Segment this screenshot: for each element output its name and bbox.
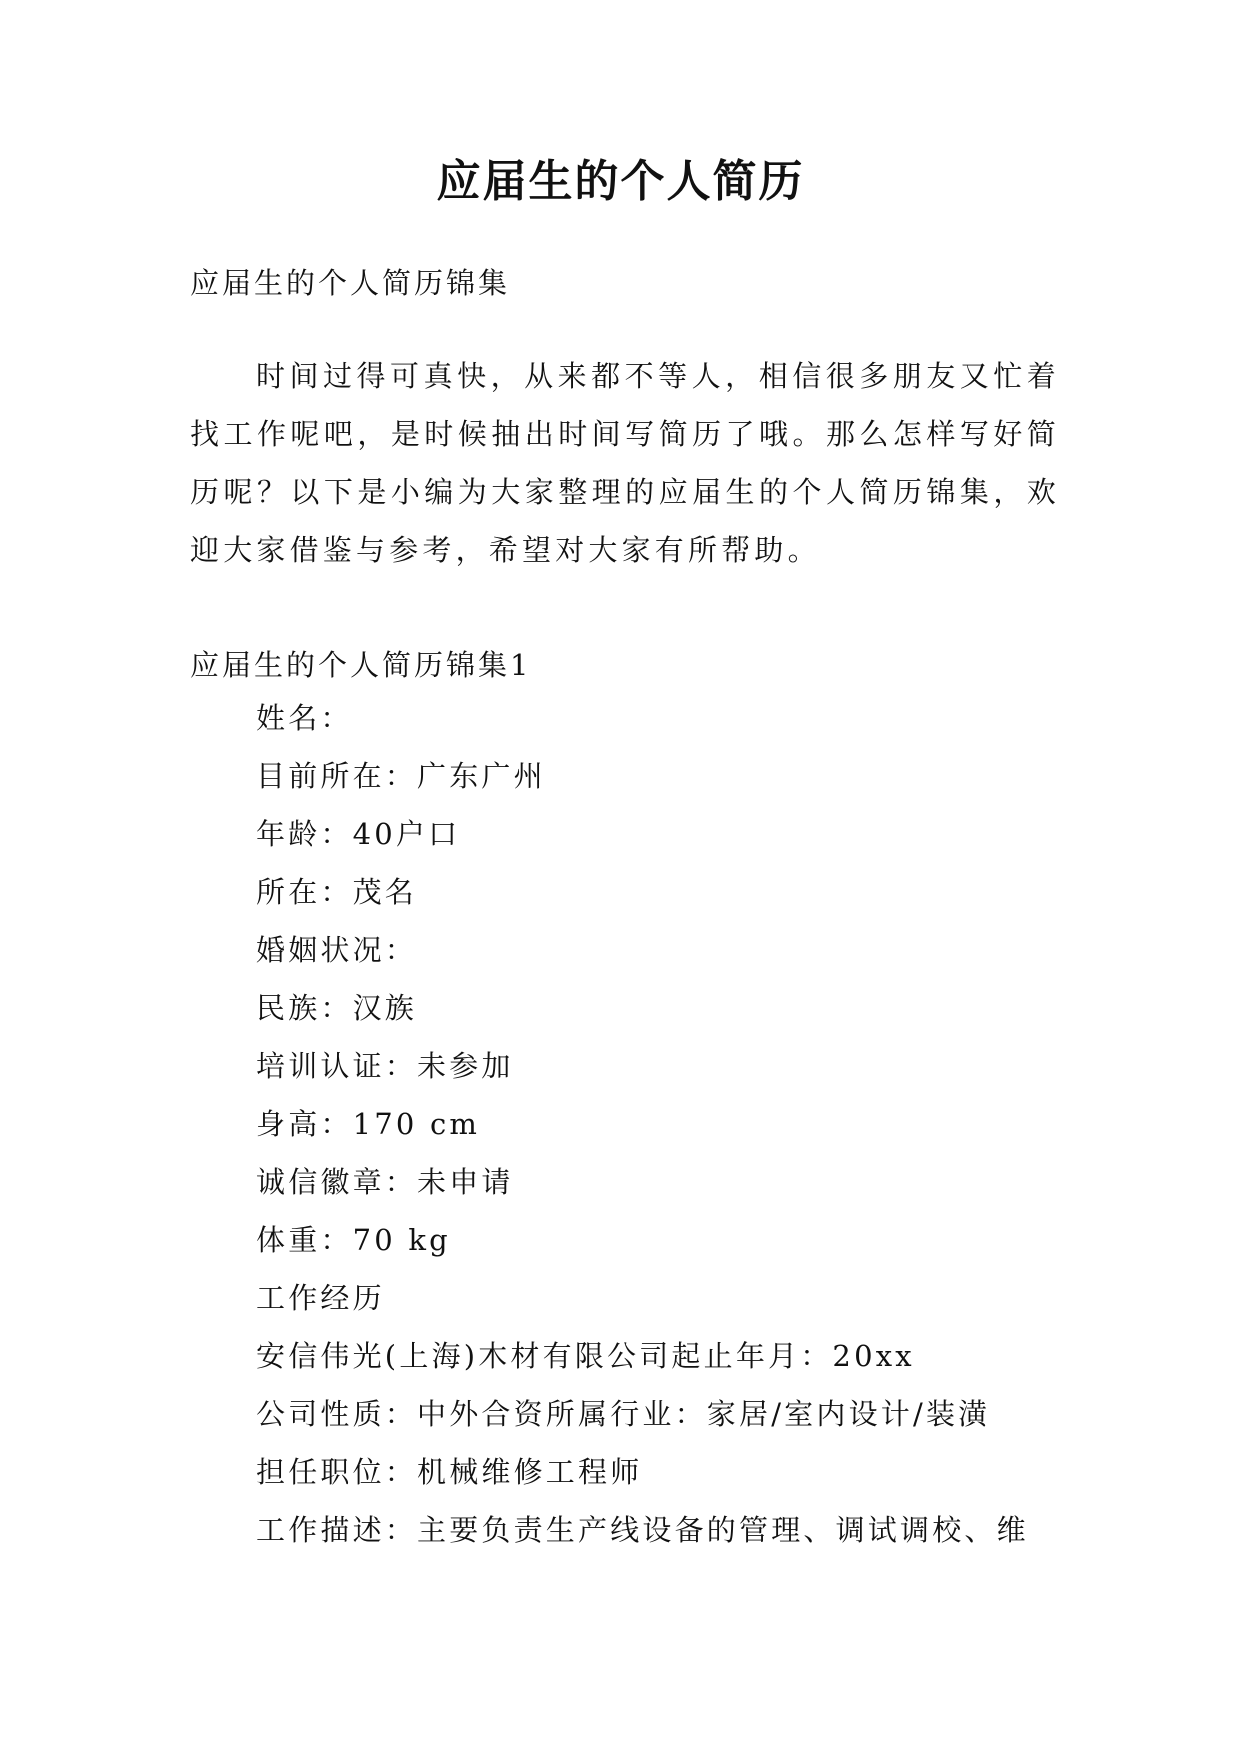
field-marital-status: 婚姻状况： — [256, 933, 418, 967]
field-company-period: 安信伟光(上海)木材有限公司起止年月：20xx — [256, 1339, 915, 1373]
field-job-description: 工作描述：主要负责生产线设备的管理、调试调校、维 — [256, 1513, 1029, 1547]
field-current-location: 目前所在：广东广州 — [256, 759, 546, 793]
intro-paragraph: 时间过得可真快，从来都不等人，相信很多朋友又忙着找工作呢吧，是时候抽出时间写简历了哦。那么怎样写好简历呢？以下是小编为大家整理的应届生的个人简历锦集，欢迎大家借鉴与参考，希望对大家有所帮助。 — [190, 359, 1060, 567]
field-integrity-badge: 诚信徽章：未申请 — [256, 1165, 514, 1199]
field-ethnicity: 民族：汉族 — [256, 991, 418, 1025]
document-title: 应届生的个人简历 — [436, 156, 805, 207]
field-hukou-location: 所在：茂名 — [256, 875, 418, 909]
resume-1-heading: 应届生的个人简历锦集1 — [190, 648, 532, 682]
field-name: 姓名： — [256, 701, 353, 735]
work-experience-heading: 工作经历 — [256, 1281, 385, 1315]
field-age-hukou: 年龄：40户口 — [256, 817, 461, 851]
collection-heading: 应届生的个人简历锦集 — [190, 266, 511, 300]
field-height: 身高：170 cm — [256, 1107, 481, 1141]
field-position: 担任职位：机械维修工程师 — [256, 1455, 643, 1489]
field-company-type-industry: 公司性质：中外合资所属行业：家居/室内设计/装潢 — [256, 1397, 991, 1431]
field-training-certification: 培训认证：未参加 — [256, 1049, 514, 1083]
field-weight: 体重：70 kg — [256, 1223, 451, 1257]
